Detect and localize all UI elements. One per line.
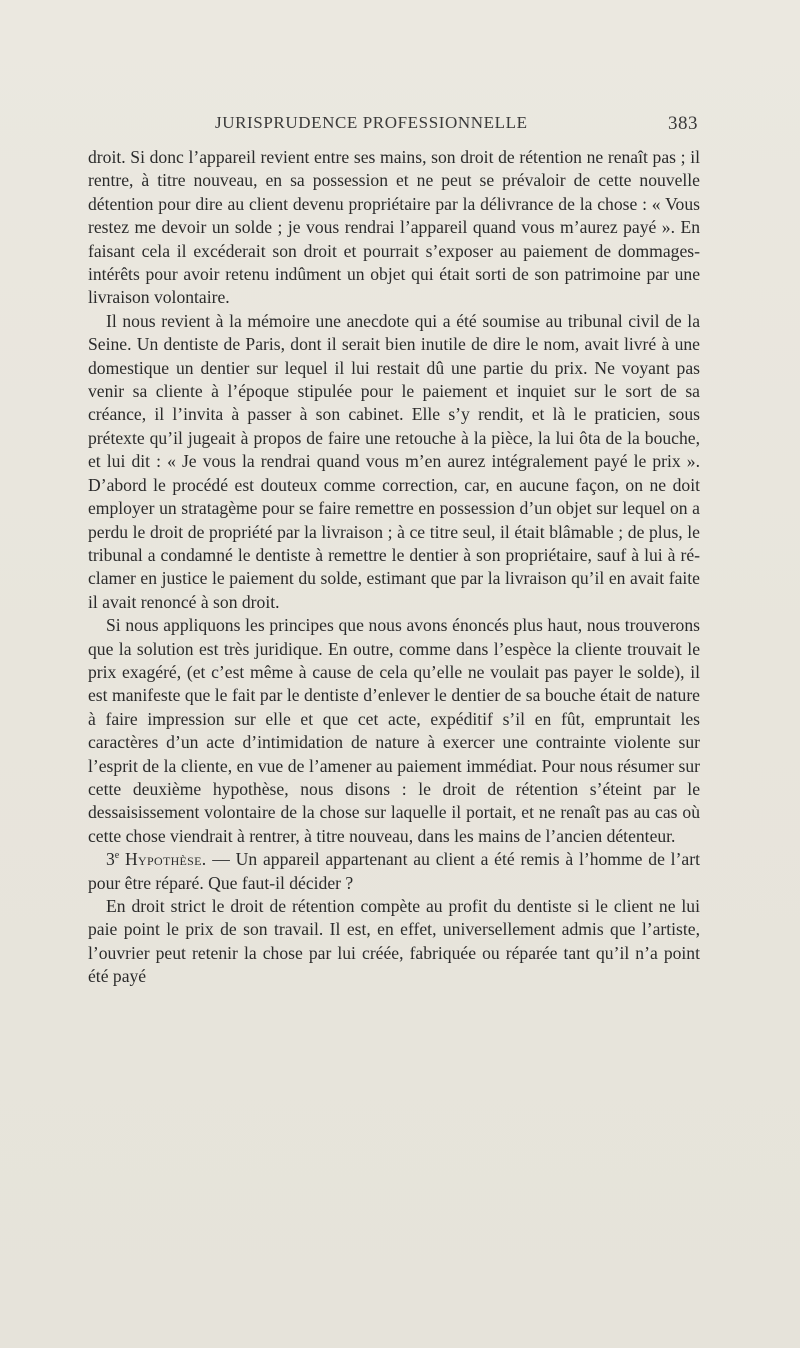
paragraph-3: Si nous appliquons les principes que nous avons énoncés plus haut, nous trouverons que la solution est très juridique. En outre, comme dans l’espèce la cliente trouvait le prix exagéré, (et c’est même à cause de cela qu’elle ne voulait pas payer le solde), il est manifeste que le fait par le dentiste d’enlever le dentier de sa bouche était de nature à faire impression sur elle et que cet acte, expéditif s’il en fût, empruntait les caractères d’un acte d’intimidation de nature à exercer une contrainte violente sur l’esprit de la cliente, en vue de l’amener au paiement immédiat. Pour nous résumer sur cette deuxième hypothèse, nous disons : le droit de rétention s’éteint par le dessaisissement volontaire de la chose sur laquelle il portait, et ne renaît pas au cas où cette chose viendrait à rentrer, à titre nouveau, dans les mains de l’ancien détenteur. xyxy=(88,615,700,846)
body-text xyxy=(88,146,700,989)
page-number: 383 xyxy=(668,113,698,134)
hypothesis-text: — Un appareil appartenant au client a été remis à l’homme de l’art pour être réparé. Que faut-il décider ? xyxy=(88,849,700,893)
hypothesis-heading: Hypothèse. xyxy=(125,849,207,870)
hypothesis-ordinal: e xyxy=(114,850,120,862)
paragraph-1: droit. Si donc l’appareil revient entre ses mains, son droit de rétention ne renaît pas ; il rentre, à titre nouveau, en sa possession et ne peut se prévaloir de cette nouvelle détention pour dire au client devenu propriétaire par la délivrance de la chose : « Vous restez me devoir un solde ; je vous rendrai l’appareil quand vous m’aurez payé ». En faisant cela il excéderait son droit et pourrait s’exposer au paiement de dommages-intérêts pour avoir retenu indûment un objet qui était sorti de son patrimoine par une livraison volontaire. xyxy=(88,147,700,308)
hypothesis-number: 3 xyxy=(106,849,115,870)
paragraph-4 xyxy=(88,848,700,895)
running-title: JURISPRUDENCE PROFESSIONNELLE xyxy=(215,113,528,132)
paragraph-2: Il nous revient à la mémoire une anecdote qui a été soumise au tribunal civil de la Seine. Un dentiste de Paris, dont il serait bien inutile de dire le nom, avait livré à une domestique un dentier sur lequel il lui restait dû une partie du prix. Ne voyant pas venir sa cliente à l’époque stipulée pour le paiement et inquiet sur le sort de sa créance, il l’invita à passer à son cabinet. Elle s’y rendit, et là le praticien, sous prétexte qu’il jugeait à propos de faire une retouche à la pièce, la lui ôta de la bouche, et lui dit : « Je vous la rendrai quand vous m’en aurez intégralement payé le prix ». D’abord le procédé est douteux comme correction, car, en aucune façon, on ne doit employer un stratagème pour se faire remettre en possession d’un objet sur lequel on a perdu le droit de propriété par la livraison ; à ce titre seul, il était blâmable ; de plus, le tribunal a condamné le dentiste à remettre le dentier à son propriétaire, sauf à lui à réclamer en justice le paiement du solde, estimant que par la livraison qu’il en avait faite il avait renoncé à son droit. xyxy=(88,310,700,612)
paragraph-5: En droit strict le droit de rétention compète au profit du dentiste si le client ne lui paie point le prix de son travail. Il est, en effet, universellement admis que l’artiste, l’ouvrier peut retenir la chose par lui créée, fabriquée ou réparée tant qu’il n’a point été payé xyxy=(88,896,700,987)
running-header xyxy=(88,113,700,139)
